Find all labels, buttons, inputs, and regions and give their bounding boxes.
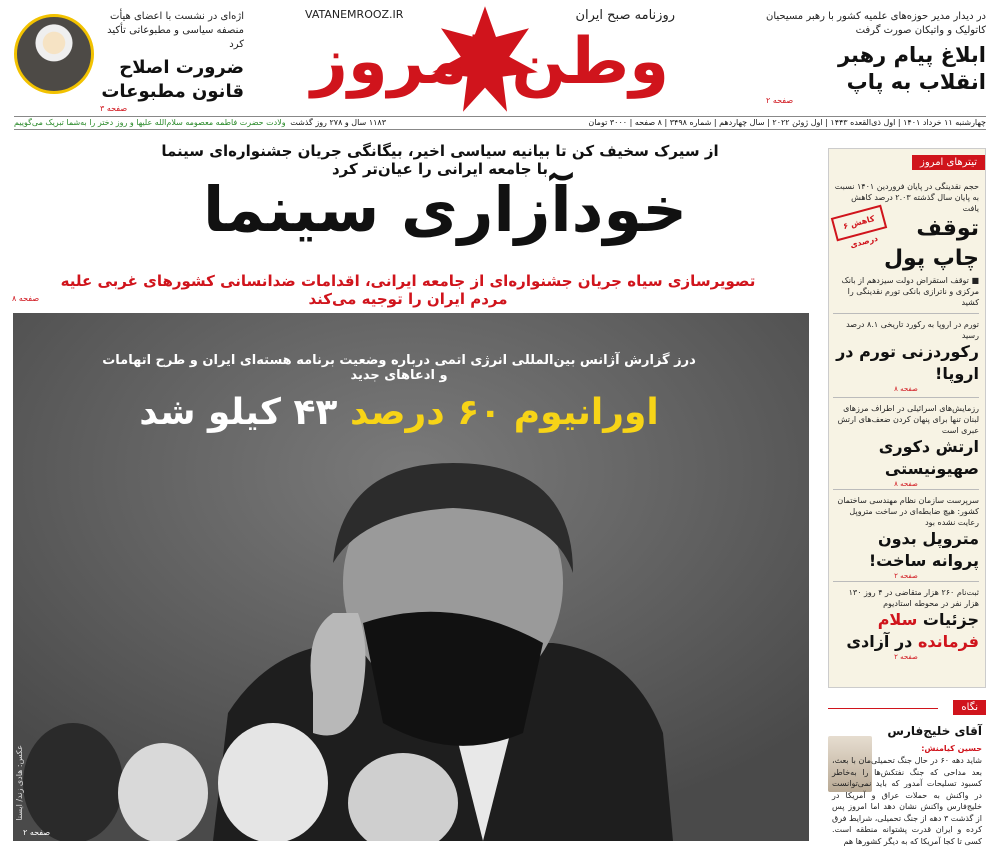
sidebar-item-page: صفحه ۸: [894, 480, 918, 488]
left-corner-lead: اژه‌ای در نشست با اعضای هیأت منصفه سیاسی و مطبوعاتی تأکید کرد: [107, 11, 244, 50]
negah-rule: [828, 708, 938, 709]
avatar: [14, 14, 94, 94]
sidebar-item-lead: رزمایش‌های اسرائیلی در اطراف مرزهای لبنان تنها برای پنهان کردن ضعف‌های ارتش عبری است: [837, 404, 979, 435]
title-part-red: سلام فرمانده: [877, 610, 979, 651]
right-corner-story[interactable]: [766, 10, 986, 105]
negah-body: شاید دهه ۶۰ در حال جنگ تحمیلی‌مان با بعث، بعد مداحی که جنگ نفتکش‌ها را به‌خاطر کسبود تسلیحات آمدور که باید نمی‌توانست در واکنش به حملات عراق و آمریکا در خلیج‌فارس واکنش نشان دهد اما امروز پس از گذشت ۳ دهه از جنگ تحمیلی، شرایط فرق کرده و ایران قدرت پشتوانه منطقه است. کسی تا کجا آمریکا که به دیگر کشورها هم: [832, 756, 982, 846]
sidebar-divider: [833, 313, 979, 314]
sidebar-item-metropol[interactable]: [833, 495, 979, 580]
sidebar-item-title: توقف چاپ پول: [883, 216, 979, 271]
stamp: کاهش ۶ درصدی: [831, 205, 887, 242]
main-headline[interactable]: خودآزاری سینما: [202, 173, 688, 246]
lead-photo[interactable]: [13, 313, 809, 841]
photo-credit: عکس: هادی زند/ ایسنا: [15, 745, 24, 821]
issue-date-line: چهارشنبه ۱۱ خرداد ۱۴۰۱ | اول ذی‌القعده ۱۴۴۳ | اول ژوئن ۲۰۲۲ | سال چهاردهم | شماره ۳۴۹۸ | ۸ صفحه | ۳۰۰۰ تومان: [588, 118, 986, 127]
right-corner-lead: در دیدار مدیر حوزه‌های علمیه کشور با رهبر مسیحیان کاتولیک و واتیکان صورت گرفت: [765, 11, 986, 36]
sidebar: [828, 148, 986, 688]
sidebar-item-title: ارتش دکوری صهیونیستی: [878, 437, 979, 478]
sidebar-divider: [833, 397, 979, 398]
right-corner-title: ابلاغ پیام رهبر انقلاب به پاپ: [837, 43, 986, 94]
left-corner-title: ضرورت اصلاح قانون مطبوعات: [101, 57, 244, 102]
sidebar-item-lead: تورم در اروپا به رکورد تاریخی ۸.۱ درصد رسید: [846, 320, 979, 340]
negah-column[interactable]: [828, 700, 986, 848]
sidebar-item-page: صفحه ۲: [894, 572, 918, 580]
photo-kicker: درز گزارش آژانس بین‌المللی انرژی اتمی درباره وضعیت برنامه هسته‌ای ایران و طرح اتهامات و ادعاهای جدید: [102, 353, 696, 383]
logo: [250, 4, 730, 108]
main-deck: تصویرسازی سیاه جریان جشنواره‌ای از جامعه ایرانی، اقدامات ضدانسانی کشورهای غربی علیه مردم ایران را توجیه می‌کند: [60, 272, 756, 308]
left-corner-page: صفحه ۳: [100, 104, 128, 113]
sidebar-item-lead: ثبت‌نام ۲۶۰ هزار متقاضی در ۴ روز ۱۳۰ هزار نفر در محوطه استادیوم: [848, 588, 979, 608]
main-page-ref: صفحه ۸: [12, 294, 40, 303]
title-part: در آزادی: [846, 632, 913, 651]
left-corner-story[interactable]: [14, 10, 244, 113]
sidebar-item-lead: سرپرست سازمان نظام مهندسی ساختمان کشور: هیچ ضابطه‌ای در ساخت متروپل رعایت نشده بود: [837, 496, 979, 527]
sidebar-item-title: رکوردزنی تورم در اروپا!: [836, 342, 979, 383]
sidebar-item-page: صفحه ۲: [894, 653, 918, 661]
sidebar-item-bank[interactable]: [833, 275, 979, 308]
sidebar-item-page: صفحه ۸: [894, 385, 918, 393]
title-part: جزئیات: [922, 610, 979, 629]
logo-subtitle: روزنامه صبح ایران: [575, 8, 675, 23]
photo-headline[interactable]: [119, 389, 679, 437]
sidebar-item-title: متروپل بدون پروانه ساخت!: [868, 529, 979, 570]
motto-line: ولادت حضرت فاطمه معصومه سلام‌الله علیها و روز دختر را به‌شما تبریک می‌گوییم: [14, 118, 286, 127]
sidebar-item-lead: ■ توقف استقراض دولت سیزدهم از بانک مرکزی و ناترازی بانکی تورم نقدینگی را کشید: [841, 276, 979, 307]
right-corner-page: صفحه ۲: [766, 96, 794, 105]
info-bar: [14, 116, 986, 130]
sidebar-item-title: [833, 609, 979, 653]
sidebar-divider: [833, 489, 979, 490]
sidebar-item-inflation[interactable]: [833, 319, 979, 393]
logo-url: VATANEMROOZ.IR: [305, 8, 404, 21]
negah-author: حسین کیامنش:: [921, 744, 982, 753]
negah-title: آقای خلیج‌فارس: [887, 724, 982, 738]
photo-headline-white: ۴۳ کیلو شد: [139, 392, 338, 433]
sidebar-item-army[interactable]: [833, 403, 979, 488]
sidebar-item-salam-farmandeh[interactable]: [833, 587, 979, 661]
photo-headline-yellow: اورانیوم ۶۰ درصد: [349, 392, 659, 433]
negah-label: نگاه: [953, 700, 986, 715]
logo-wordmark: وطن امروز: [311, 25, 669, 99]
sidebar-divider: [833, 581, 979, 582]
masthead: [0, 0, 1000, 118]
photo-page-ref: صفحه ۲: [23, 828, 51, 837]
sidebar-item-lead: حجم نقدینگی در پایان فروردین ۱۴۰۱ نسبت به پایان سال گذشته ۲.۰۳ درصد کاهش یافت: [834, 182, 979, 213]
sidebar-label: تیترهای امروز: [912, 155, 985, 170]
main-kicker: از سیرک سخیف کن تا بیانیه سیاسی اخیر، بیگانگی جریان جشنواره‌ای سینما با جامعه ایرانی را عیان‌تر کرد: [161, 142, 719, 178]
issue-count: ۱۱۸۳ سال و ۲۷۸ روز گذشت: [290, 118, 386, 127]
